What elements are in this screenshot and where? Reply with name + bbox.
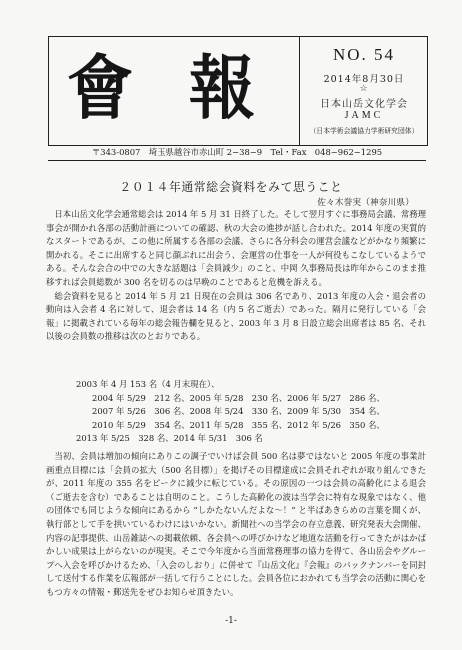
masthead-title-char-1: 會 [67,47,131,129]
address-bar: 〒343-0807 埼玉県越谷市赤山町 2−38−9 Tel・Fax 048−962−1295 [48,144,426,161]
article-body-top [46,208,426,344]
masthead-info-box [301,37,427,145]
membership-row: 2010 年 5/29 354 名、2011 年 5/28 355 名、2012 年 5/26 350 名、 [92,419,385,430]
page-number: -1- [225,616,237,626]
article-body-bottom [46,450,426,600]
organization-name: 日本山岳文化学会 [320,99,408,110]
paragraph-2: 総会資料を見ると 2014 年 5 月 21 日現在の会員は 306 名であり、2013 年度の入会・退会者の動向は入会者 4 名に対して、退会者は 14 名（内 5 名ご逝去）であった。隔月に発行している「会報」に掲載されている毎年の総会報告欄を見ると、2003 年 3 月 8 日設立総会出席者は 85 名、それ以後の会員数の推移は次のとおりである。 [46,290,426,342]
masthead [48,36,428,146]
organization-subtitle: （日本学術会議協力学術研究団体） [309,127,419,135]
star-icon: ☆ [359,84,369,94]
paragraph-3: 当初、会員は増加の傾向にありこの調子でいけば会員 500 名は夢ではないと 2005 年度の事業計画重点目標には「会員の拡大（500 名目標）」を掲げその目標達成に会員それぞれが取り組んできたが、2011 年度の 355 名をピークに減少に転じている。その原因の一つは会員の高齢化による退会（ご逝去を含む）であることは自明のこと。こうした高齢化の波は当学会に特有な現象ではなく、他の団体でも同じような傾向にあるから “しかたないんだよな〜！” と半ばあきらめの言葉を聞くが、執行部として手を拱いているわけにはいかない。新聞社への当学会の存立意義、研究発表大会開催、内容の記事提供、山岳雑誌への掲載依頼、各会員への呼びかけなど地道な活動を行ってきたがはかばかしい成果は上がらないのが現実。そこで今年度から当面常務理事の協力を得て、各山岳会やグループへ入会を呼びかけるため、「入会のしおり」に併せて『山岳文化』『会報』のバックナンバーを同封して送付する作業を広報部が一括して行うことにした。会員各位におかれても当学会の活動に関心をもつ方々の情報・郵送先をぜひお知らせ頂きたい。 [46,451,426,597]
article-title: ２０１４年通常総会資料をみて思うこと [119,180,343,194]
issue-date: 2014年8月30日 [323,74,405,85]
membership-list [46,378,426,446]
membership-row: 2003 年 4 月 153 名（4 月末現在）、 [76,379,220,389]
paragraph-1: 日本山岳文化学会通常総会は 2014 年 5 月 31 日終了した。そして翌月すぐに事務局会議、常務理事会が開かれ各部の活動計画についての確認、秋の大会の進捗が話し合われた。2014 年度の実質的なスタートであるが、この他に所属する各部の会議、さらに各分科会の運営会議などがかなり頻繁に開かれる。そこに出席すると同じ顔ぶれに出会う、会運営の仕事を一人が何役もこなしているようである。そんな会合の中での大きな話題は「会員減少」のこと、中岡 久事務局長は昨年からこのまま推移すれば会員総数が 300 名を切るのは早晩のことであると危機を訴える。 [46,209,426,287]
masthead-title-box [49,37,300,145]
masthead-title-char-2: 報 [189,47,253,129]
organization-abbreviation: JAMC [344,110,384,121]
issue-number: NO. 54 [332,45,396,64]
membership-row: 2013 年 5/25 328 名、2014 年 5/31 306 名 [76,433,263,444]
article-author: 佐々木誉実（神奈川県） [317,198,414,208]
membership-row: 2007 年 5/26 306 名、2008 年 5/24 330 名、2009 年 5/30 354 名、 [92,406,385,417]
membership-row: 2004 年 5/29 212 名、2005 年 5/28 230 名、2006 年 5/27 286 名、 [92,392,385,403]
